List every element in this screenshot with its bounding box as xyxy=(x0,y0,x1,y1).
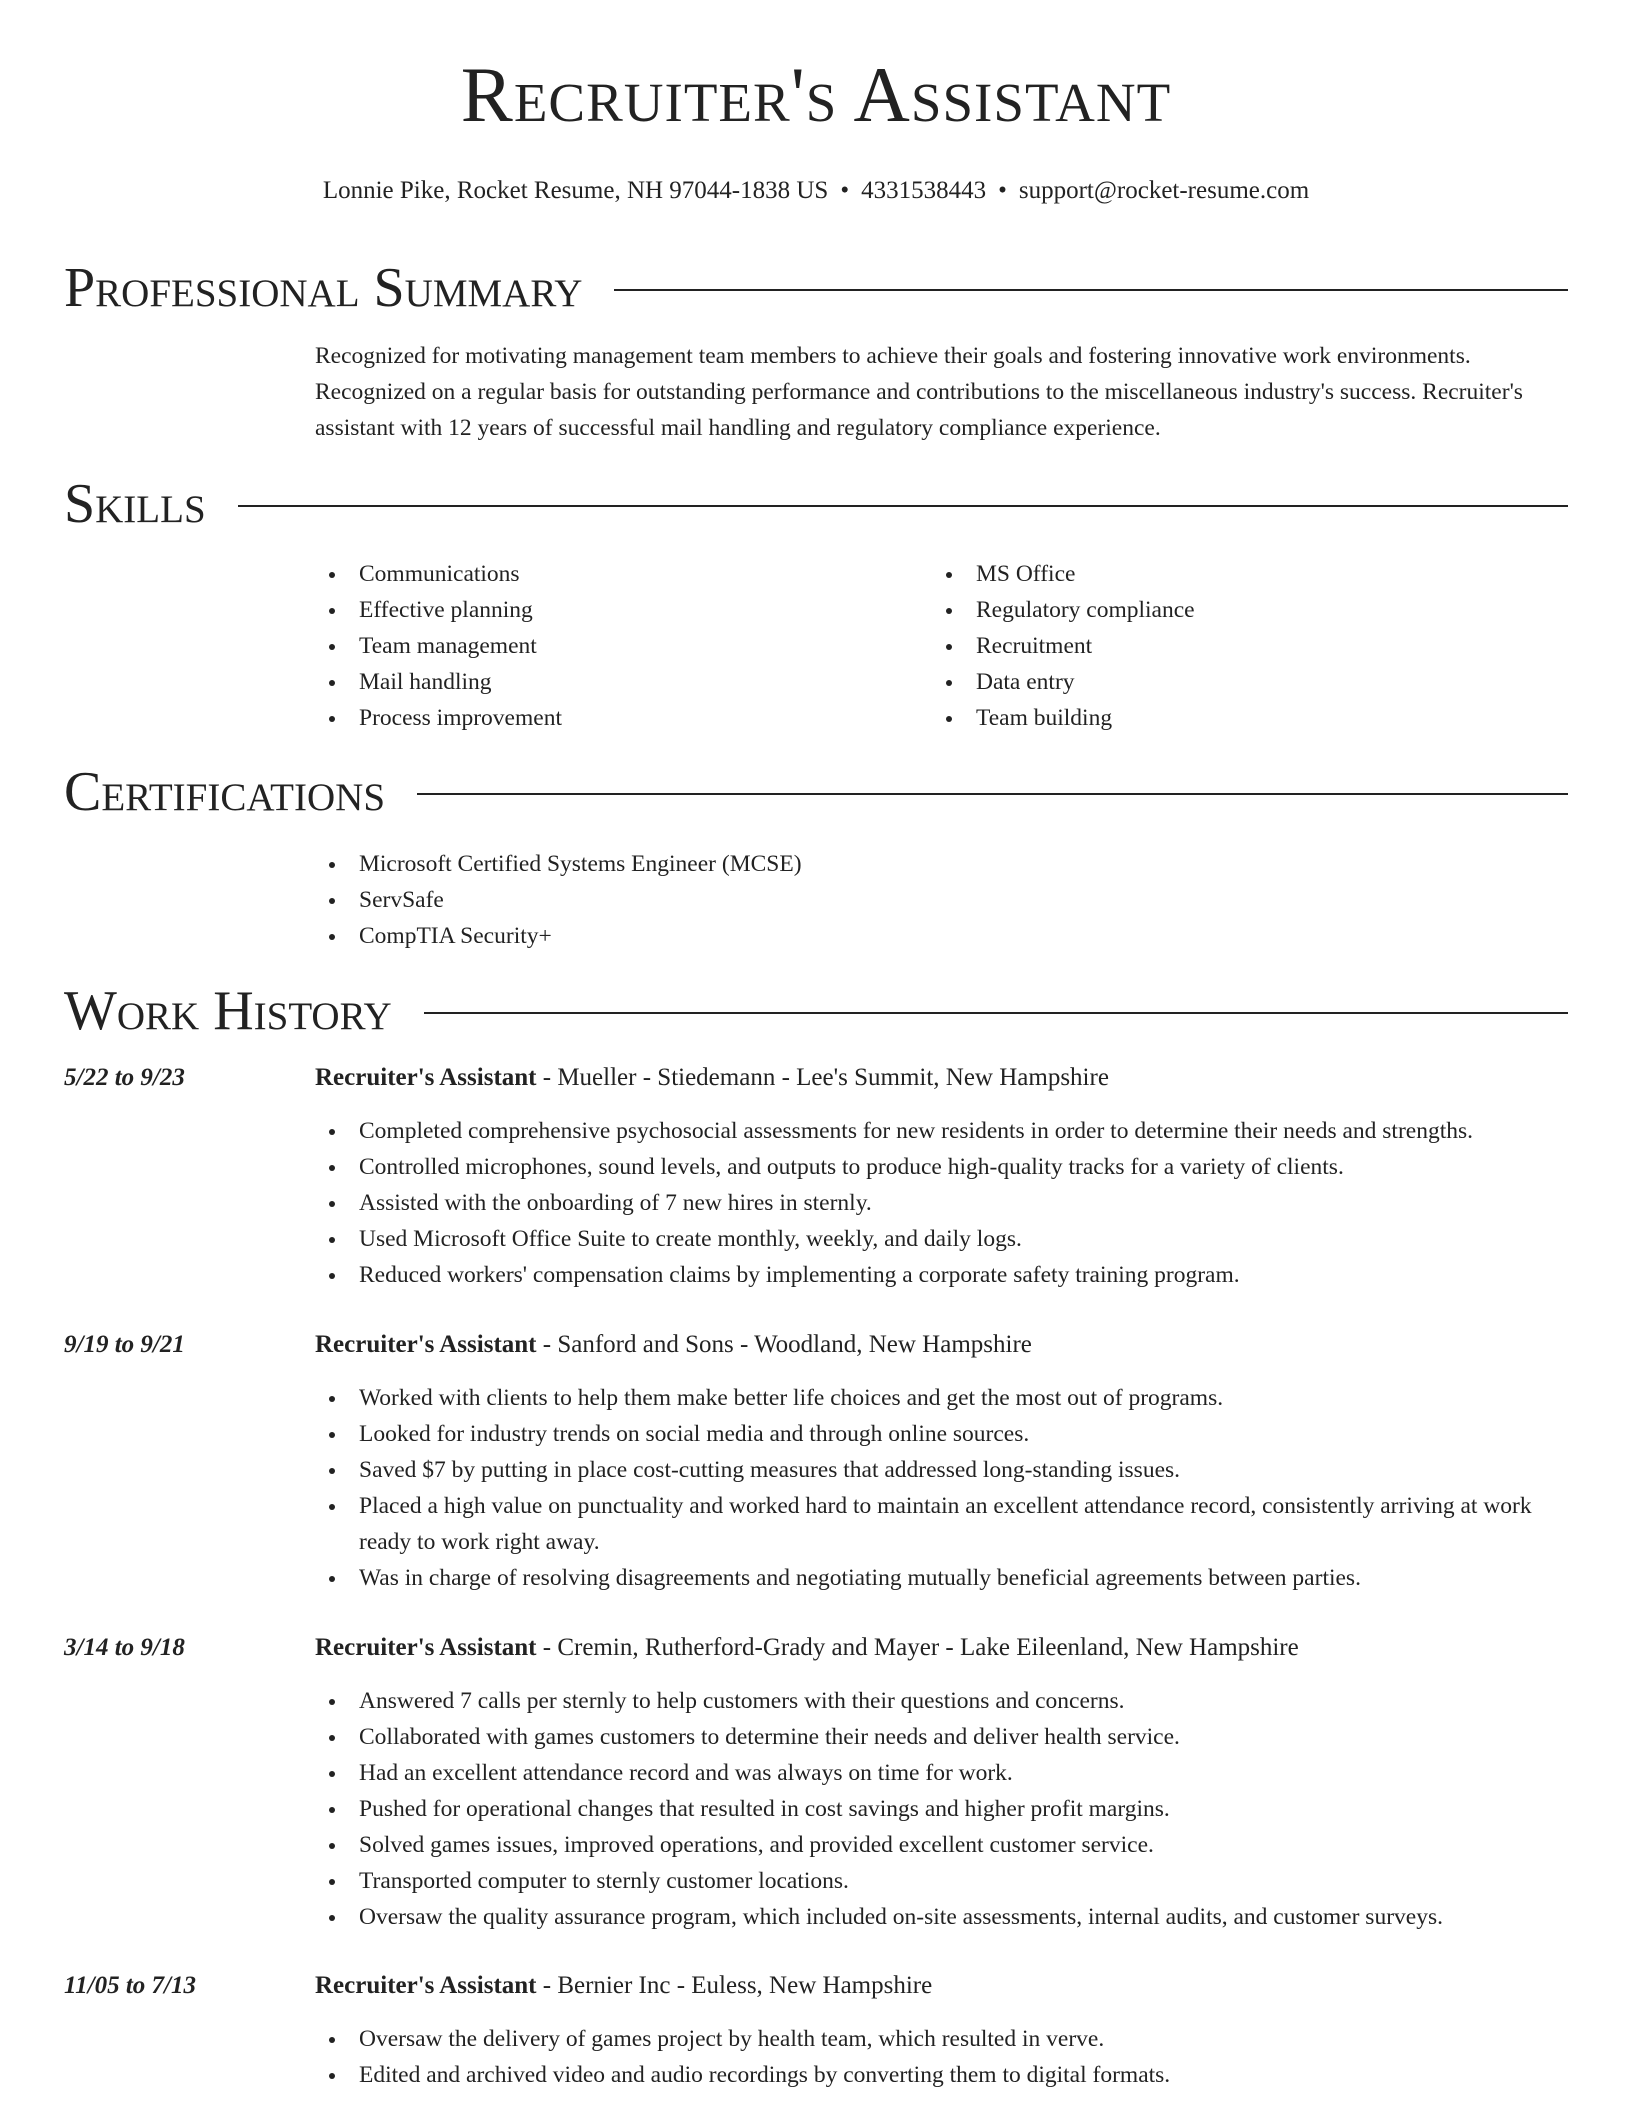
address: Lonnie Pike, Rocket Resume, NH 97044-1838 US xyxy=(322,177,829,204)
job-employer: - Sanford and Sons - Woodland, New Hampshire xyxy=(536,1331,1032,1358)
job-bullet: Was in charge of resolving disagreements and negotiating mutually beneficial agreements between parties. xyxy=(315,1560,1568,1596)
job-bullet: Reduced workers' compensation claims by implementing a corporate safety training program. xyxy=(315,1257,1568,1293)
job-bullet: Oversaw the delivery of games project by health team, which resulted in verve. xyxy=(315,2021,1568,2057)
skills-list-right xyxy=(932,556,1532,736)
skills-list-left xyxy=(315,556,915,736)
job-bullets xyxy=(315,2021,1568,2093)
job-bullet: Answered 7 calls per sternly to help customers with their questions and concerns. xyxy=(315,1683,1568,1719)
phone: 4331538443 xyxy=(861,177,987,204)
skill-item: Mail handling xyxy=(315,664,915,700)
skill-item: Team management xyxy=(315,628,915,664)
section-title: Professional Summary xyxy=(64,257,583,319)
skill-item: MS Office xyxy=(932,556,1532,592)
section-divider xyxy=(417,793,1568,795)
certification-item: Microsoft Certified Systems Engineer (MCSE) xyxy=(315,846,1515,882)
skills-section-header xyxy=(64,474,1568,534)
job-bullets xyxy=(315,1683,1568,1935)
job-bullet: Controlled microphones, sound levels, and outputs to produce high-quality tracks for a variety of clients. xyxy=(315,1149,1568,1185)
job-title: Recruiter's Assistant xyxy=(315,1064,537,1091)
job-bullets xyxy=(315,1113,1568,1293)
job-bullet: Had an excellent attendance record and was always on time for work. xyxy=(315,1755,1568,1791)
job-heading xyxy=(315,1061,1109,1095)
job-bullet: Edited and archived video and audio recordings by converting them to digital formats. xyxy=(315,2057,1568,2093)
job-bullet: Collaborated with games customers to determine their needs and deliver health service. xyxy=(315,1719,1568,1755)
job-employer: - Bernier Inc - Euless, New Hampshire xyxy=(536,1972,933,1999)
job-bullet: Assisted with the onboarding of 7 new hires in sternly. xyxy=(315,1185,1568,1221)
section-title: Work History xyxy=(64,980,392,1042)
certifications-section-header xyxy=(64,762,1568,822)
skill-item: Process improvement xyxy=(315,700,915,736)
skill-item: Team building xyxy=(932,700,1532,736)
job-title: Recruiter's Assistant xyxy=(315,1331,537,1358)
candidate-name: Recruiter's Assistant xyxy=(460,51,1172,138)
summary-text: Recognized for motivating management team members to achieve their goals and fostering innovative work environments. Recognized on a regular basis for outstanding performance and contributions to the miscellaneous industry's success. Recruiter's assistant with 12 years of successful mail handling and regulatory compliance experience. xyxy=(315,343,1523,441)
job-bullet: Oversaw the quality assurance program, which included on-site assessments, internal audits, and customer surveys. xyxy=(315,1899,1568,1935)
certifications-list xyxy=(315,846,1515,954)
job-bullet: Worked with clients to help them make better life choices and get the most out of programs. xyxy=(315,1380,1568,1416)
job-employer: - Mueller - Stiedemann - Lee's Summit, New Hampshire xyxy=(536,1064,1109,1091)
job-dates: 5/22 to 9/23 xyxy=(64,1064,185,1091)
job-bullet: Looked for industry trends on social media and through online sources. xyxy=(315,1416,1568,1452)
skill-item: Communications xyxy=(315,556,915,592)
section-title: Skills xyxy=(64,473,206,535)
job-dates: 9/19 to 9/21 xyxy=(64,1331,185,1358)
job-bullets xyxy=(315,1380,1568,1596)
job-dates: 3/14 to 9/18 xyxy=(64,1634,185,1661)
section-divider xyxy=(614,289,1568,291)
job-bullet: Used Microsoft Office Suite to create monthly, weekly, and daily logs. xyxy=(315,1221,1568,1257)
section-title: Certifications xyxy=(64,761,386,823)
skill-item: Data entry xyxy=(932,664,1532,700)
skill-item: Effective planning xyxy=(315,592,915,628)
job-heading xyxy=(315,1328,1032,1362)
job-title: Recruiter's Assistant xyxy=(315,1634,537,1661)
job-heading xyxy=(315,1631,1299,1665)
certification-item: ServSafe xyxy=(315,882,1515,918)
skill-item: Recruitment xyxy=(932,628,1532,664)
job-bullet: Saved $7 by putting in place cost-cutting measures that addressed long-standing issues. xyxy=(315,1452,1568,1488)
job-bullet: Transported computer to sternly customer locations. xyxy=(315,1863,1568,1899)
job-bullet: Placed a high value on punctuality and worked hard to maintain an excellent attendance record, consistently arriving at work ready to work right away. xyxy=(315,1488,1568,1560)
summary-section-header xyxy=(64,258,1568,318)
job-bullet: Completed comprehensive psychosocial assessments for new residents in order to determine their needs and strengths. xyxy=(315,1113,1568,1149)
section-divider xyxy=(424,1012,1568,1014)
section-divider xyxy=(238,505,1568,507)
contact-separator: • xyxy=(840,177,850,204)
job-employer: - Cremin, Rutherford-Grady and Mayer - Lake Eileenland, New Hampshire xyxy=(536,1634,1299,1661)
email: support@rocket-resume.com xyxy=(1018,177,1310,204)
contact-separator: • xyxy=(998,177,1007,204)
skill-item: Regulatory compliance xyxy=(932,592,1532,628)
job-bullet: Solved games issues, improved operations, and provided excellent customer service. xyxy=(315,1827,1568,1863)
job-dates: 11/05 to 7/13 xyxy=(64,1972,196,1999)
contact-line xyxy=(64,176,1568,206)
job-bullet: Pushed for operational changes that resulted in cost savings and higher profit margins. xyxy=(315,1791,1568,1827)
work-history-section-header xyxy=(64,981,1568,1041)
job-title: Recruiter's Assistant xyxy=(315,1972,537,1999)
job-heading xyxy=(315,1969,932,2003)
certification-item: CompTIA Security+ xyxy=(315,918,1515,954)
